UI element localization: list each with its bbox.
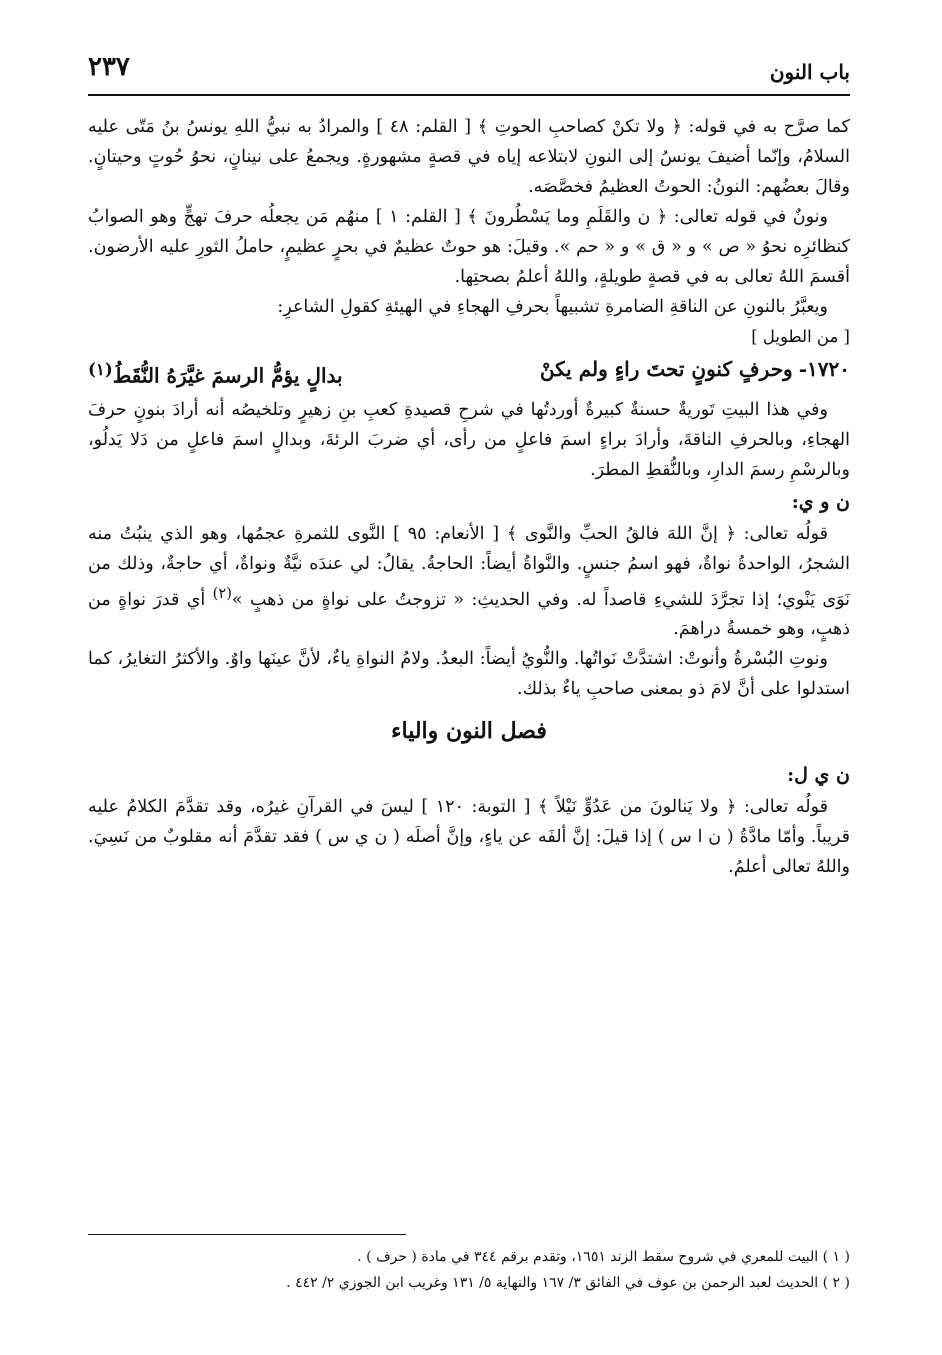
footnote-1: ( ١ ) البيت للمعري في شروح سقط الزند ١٦٥١، وتقدم برقم ٣٤٤ في مادة ( حرف ) . bbox=[357, 1249, 850, 1265]
paragraph-5-text: قولُه تعالى: ﴿ إنَّ اللهَ فالقُ الحبِّ والنَّوى ﴾ [ الأنعام: ٩٥ ] النَّوى للثمرةِ عجمُها، وهو الذي ينبُتُ منه الشجرُ، الواحدةُ نواةٌ، فهو اسمُ جنسٍ. والنَّواةُ أيضاً: الحاجةُ. يقالُ: لي عندَه نيَّةٌ ونواةٌ، أي حاجةٌ، وذلك من نَوَى يَنْوي؛ إذا تجرَّدَ للشيءِ قاصداً له. وفي الحديثِ: « تزوجتُ على نواةٍ من ذهبٍ » bbox=[88, 523, 851, 610]
paragraph-1: كما صرَّح به في قوله: ﴿ ولا تكنْ كصاحبِ الحوتِ ﴾ [ القلم: ٤٨ ] والمرادُ به نبيُّ اللهِ يونسُ بنُ مَتّى عليه السلامُ، وإنّما أضيفَ يونسُ إلى النونِ لابتلاعه إياه في قصةٍ مشهورةٍ. ويجمعُ على نينانٍ، نحوُ حُوتٍ وحيتانٍ. وقالَ بعضُهم: النونُ: الحوتُ العظيمُ فخصَّصَه. bbox=[88, 117, 851, 197]
entry-heading-nwy: ن و ي: bbox=[791, 490, 850, 513]
verse-second-text: بدالٍ يؤمُّ الرسمَ غيَّرَهُ النُّقَطُ bbox=[112, 363, 343, 388]
verse-first-hemistich bbox=[540, 354, 850, 391]
page-body bbox=[88, 112, 850, 882]
running-title: باب النون bbox=[769, 60, 850, 84]
book-page bbox=[88, 46, 850, 1316]
footnote-2: ( ٢ ) الحديث لعبد الرحمن بن عوف في الفائق ٣/ ١٦٧ والنهاية ٥/ ١٣١ وغريب ابن الجوزي ٢/ ٤٤٢ . bbox=[286, 1275, 850, 1291]
footnotes bbox=[88, 1244, 850, 1296]
page-number: ٢٣٧ bbox=[88, 52, 130, 82]
poetry-verse bbox=[88, 354, 850, 391]
paragraph-3: ويعبَّرُ بالنونِ عن الناقةِ الضامرةِ تشبيهاً بحرفِ الهجاءِ في الهيئةِ كقولِ الشاعرِ: bbox=[277, 297, 828, 317]
entry-heading-nyl: ن ي ل: bbox=[787, 764, 850, 787]
page-header bbox=[88, 46, 850, 90]
paragraph-5 bbox=[88, 519, 850, 645]
verse-number: ١٧٢٠- bbox=[798, 357, 850, 381]
verse-first-text: وحرفٍ كنونٍ تحتَ راءٍ ولم يكنْ bbox=[539, 357, 793, 381]
verse-second-hemistich bbox=[88, 354, 343, 391]
paragraph-2: ونونٌ في قوله تعالى: ﴿ ن والقَلَمِ وما يَسْطُرونَ ﴾ [ القلم: ١ ] منهُم مَن يجعلُه حرفَ تهجٍّ وهو الصوابُ كنظائرِه نحوُ « ص » و « ق » و « حم ». وقيلَ: هو حوتٌ عظيمٌ في بحرٍ عظيمٍ، حاملُ الثورِ عليه الأرضون. أقسمَ اللهُ تعالى به في قصةٍ طويلةٍ، واللهُ أعلمُ بصحتِها. bbox=[88, 207, 850, 287]
section-title: فصل النون والياء bbox=[391, 718, 547, 745]
footnote-rule bbox=[88, 1234, 406, 1235]
meter-label: [ من الطويل ] bbox=[751, 327, 850, 346]
header-rule bbox=[88, 94, 850, 96]
paragraph-4: وفي هذا البيتِ تَوريةٌ حسنةٌ كبيرةٌ أوردتُها في شرحِ قصيدةِ كعبِ بنِ زهيرٍ وتلخيصُه أنه أرادَ بنونٍ حرفَ الهجاءِ، وبالحرفِ الناقةَ، وأرادَ براءٍ اسمَ فاعلٍ من رأى، أي ضربَ الرئةَ، وبدالٍ اسمَ فاعلٍ من دَلا يَدلُو، وبالرسْمِ رسمَ الدارِ، وبالنُّقطِ المطرَ. bbox=[88, 399, 850, 480]
paragraph-5-tail: أي قدرَ نواةٍ من ذهبٍ، وهو خمسةُ دراهمَ. bbox=[88, 589, 850, 640]
paragraph-7: قولُه تعالى: ﴿ ولا يَنالونَ من عَدُوٍّ نَيْلاً ﴾ [ التوبة: ١٢٠ ] ليسَ في القرآنِ غيرُه، وقد تقدَّمَ الكلامُ عليه قريباً. وأمّا مادَّةُ ( ن ا س ) إذا قيلَ: إنَّ ألفَه عن ياءٍ، وإنَّ أصلَه ( ن ي س ) فقد تقدَّمَ أنه مقلوبٌ من نَسِيَ. واللهُ تعالى أعلمُ. bbox=[88, 797, 850, 878]
footnote-marker-1: (١) bbox=[88, 359, 113, 379]
footnote-marker-2: (٢) bbox=[212, 584, 232, 602]
paragraph-6: ونوتِ البُسْرةُ وأنوتْ: اشتدَّتْ نَواتُها. والنُّويُ أيضاً: البعدُ. ولامُ النواةِ ياءٌ، لأنَّ عينَها واوٌ. والأكثرُ التغايرُ، كما استدلوا على أنَّ لامَ ذو بمعنى صاحبِ ياءٌ بذلك. bbox=[88, 649, 850, 700]
